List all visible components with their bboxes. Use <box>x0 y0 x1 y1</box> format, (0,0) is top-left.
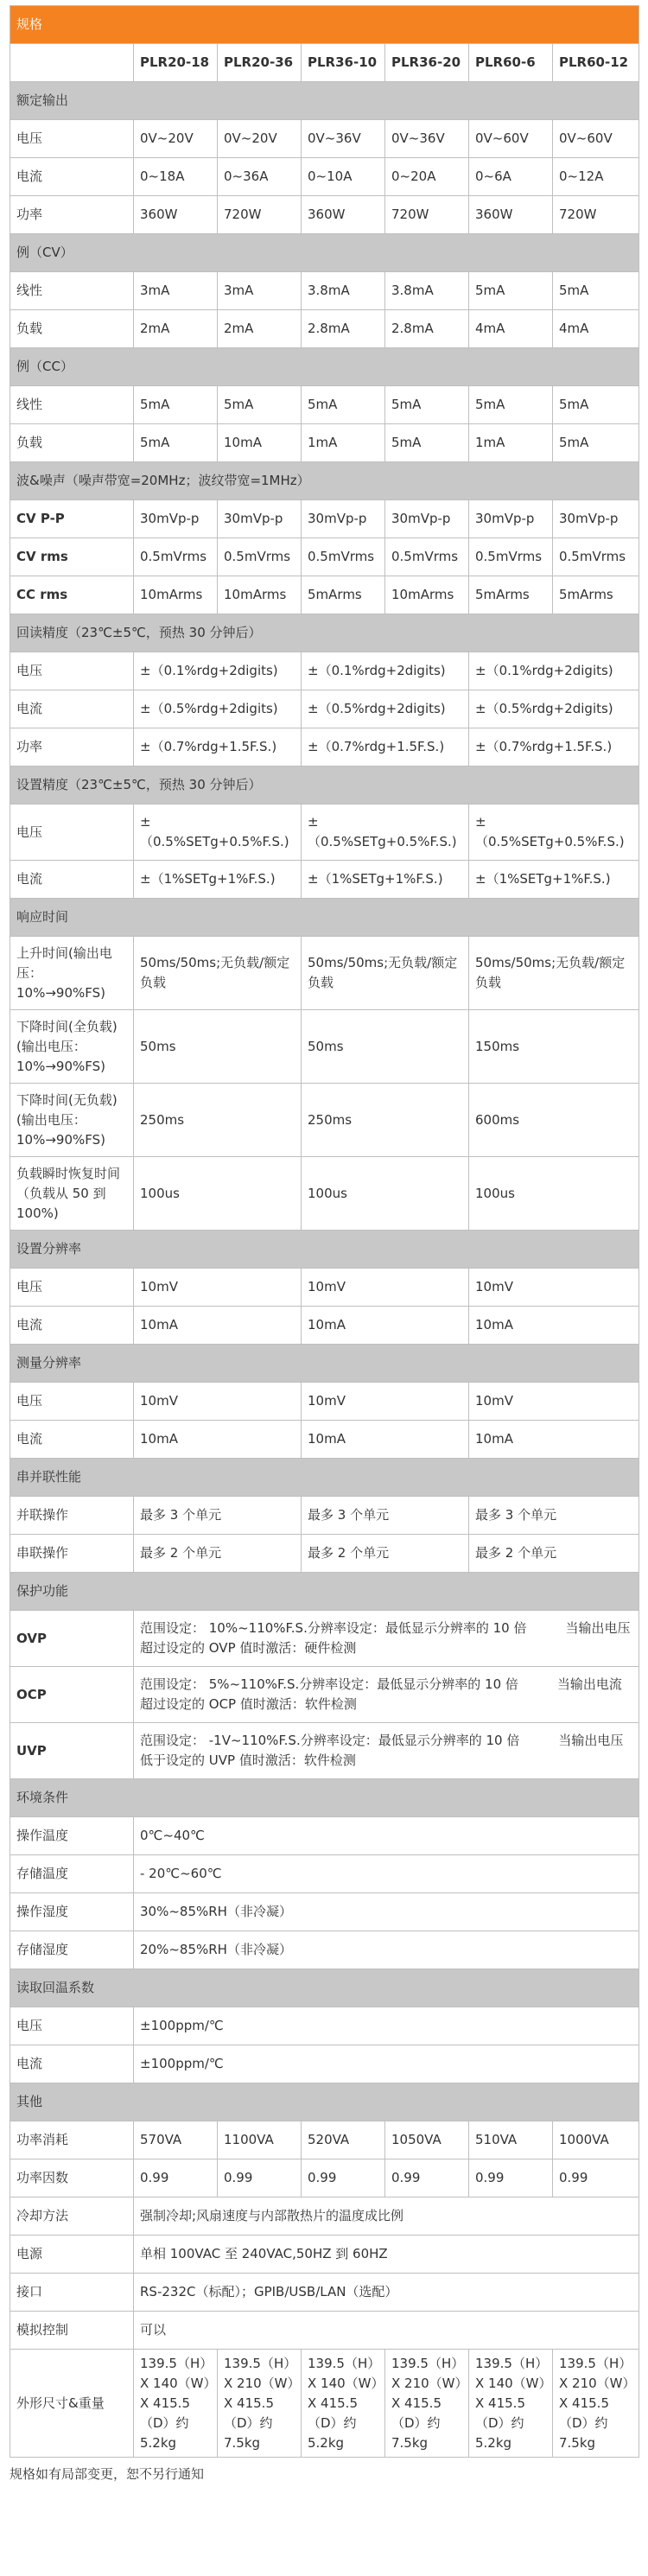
row-label: 负载瞬时恢复时间（负载从 50 到 100%) <box>10 1157 134 1231</box>
section-row <box>10 766 639 805</box>
table-row <box>10 576 639 614</box>
section-row <box>10 234 639 272</box>
row-label: OVP <box>10 1611 134 1667</box>
row-label: 电流 <box>10 2045 134 2083</box>
cell-value: 0.99 <box>469 2159 553 2198</box>
row-label: 电流 <box>10 1421 134 1459</box>
table-row <box>10 2312 639 2350</box>
cell-value: 570VA <box>134 2121 218 2159</box>
cell-value: 范围设定： 5%~110%F.S.分辨率设定：最低显示分辨率的 10 倍 当输出电流超过设定的 OCP 值时激活：软件检测 <box>134 1667 639 1723</box>
cell-value: 0℃~40℃ <box>134 1817 639 1855</box>
model-header: PLR20-18 <box>134 44 218 82</box>
row-label: OCP <box>10 1667 134 1723</box>
cell-value: 0~12A <box>553 158 639 196</box>
cell-value: 10mV <box>134 1269 302 1307</box>
table-row <box>10 1667 639 1723</box>
cell-value: 10mArms <box>218 576 302 614</box>
section-title: 保护功能 <box>10 1573 639 1611</box>
cell-value: 10mA <box>469 1421 639 1459</box>
cell-value: 3mA <box>134 272 218 310</box>
cell-value: 10mV <box>469 1383 639 1421</box>
cell-value: 600ms <box>469 1084 639 1157</box>
row-label: 电流 <box>10 158 134 196</box>
section-row <box>10 348 639 386</box>
model-header: PLR20-36 <box>218 44 302 82</box>
table-row <box>10 1535 639 1573</box>
cell-value: 50ms <box>134 1010 302 1084</box>
cell-value: 150ms <box>469 1010 639 1084</box>
table-row <box>10 2159 639 2198</box>
cell-value: 10mA <box>134 1307 302 1345</box>
cell-value: 0~6A <box>469 158 553 196</box>
cell-value: 4mA <box>553 310 639 348</box>
cell-value: 50ms/50ms;无负载/额定负载 <box>134 937 302 1010</box>
row-label: 外形尺寸&重量 <box>10 2350 134 2458</box>
cell-value: 1000VA <box>553 2121 639 2159</box>
table-row <box>10 1269 639 1307</box>
cell-value: 范围设定： 10%~110%F.S.分辨率设定：最低显示分辨率的 10 倍 当输出电压超过设定的 OVP 值时激活：硬件检测 <box>134 1611 639 1667</box>
cell-value: 5mA <box>553 272 639 310</box>
cell-value: ±（0.1%rdg+2digits) <box>302 652 469 690</box>
cell-value: 0.5mVrms <box>553 538 639 576</box>
cell-value: 0.5mVrms <box>218 538 302 576</box>
section-title: 设置精度（23℃±5℃，预热 30 分钟后） <box>10 766 639 805</box>
row-label: 功率因数 <box>10 2159 134 2198</box>
cell-value: ±（0.5%rdg+2digits) <box>302 690 469 728</box>
cell-value: 360W <box>469 196 553 234</box>
cell-value: 100us <box>302 1157 469 1231</box>
cell-value: 0.99 <box>218 2159 302 2198</box>
cell-value: 5mArms <box>553 576 639 614</box>
table-row <box>10 652 639 690</box>
cell-value: 5mA <box>218 386 302 424</box>
section-title: 例（CV） <box>10 234 639 272</box>
row-label: 功率 <box>10 196 134 234</box>
spec-table-body <box>10 6 639 2458</box>
table-row <box>10 272 639 310</box>
cell-value: 510VA <box>469 2121 553 2159</box>
section-title: 响应时间 <box>10 899 639 937</box>
section-row <box>10 1459 639 1497</box>
cell-value: 1050VA <box>385 2121 469 2159</box>
cell-value: 30mVp-p <box>218 500 302 538</box>
section-row <box>10 1573 639 1611</box>
model-header: PLR60-6 <box>469 44 553 82</box>
row-label: 存储湿度 <box>10 1931 134 1969</box>
cell-value: 10mV <box>302 1383 469 1421</box>
table-row <box>10 1817 639 1855</box>
cell-value: 0.99 <box>302 2159 385 2198</box>
table-row <box>10 120 639 158</box>
cell-value: 最多 3 个单元 <box>469 1497 639 1535</box>
table-row <box>10 196 639 234</box>
cell-value: 30mVp-p <box>469 500 553 538</box>
table-row <box>10 2121 639 2159</box>
cell-value: 10mArms <box>385 576 469 614</box>
row-label: CC rms <box>10 576 134 614</box>
table-row <box>10 1383 639 1421</box>
table-row <box>10 310 639 348</box>
row-label: 操作湿度 <box>10 1893 134 1931</box>
row-label: 电压 <box>10 120 134 158</box>
row-label: 下降时间(全负载)(输出电压： 10%→90%FS) <box>10 1010 134 1084</box>
section-row <box>10 614 639 652</box>
table-row <box>10 1421 639 1459</box>
cell-value: 3.8mA <box>385 272 469 310</box>
table-row <box>10 386 639 424</box>
cell-value: 5mArms <box>302 576 385 614</box>
model-header: PLR36-10 <box>302 44 385 82</box>
table-row <box>10 2350 639 2458</box>
cell-value: ±100ppm/℃ <box>134 2045 639 2083</box>
cell-value: ±（0.1%rdg+2digits) <box>469 652 639 690</box>
cell-value: ±（0.7%rdg+1.5F.S.) <box>134 728 302 766</box>
cell-value: 1mA <box>302 424 385 462</box>
section-title: 读取回温系数 <box>10 1969 639 2007</box>
cell-value: 0V~20V <box>218 120 302 158</box>
table-row <box>10 1084 639 1157</box>
cell-value: 3.8mA <box>302 272 385 310</box>
spec-table <box>10 5 639 2458</box>
cell-value: 720W <box>553 196 639 234</box>
section-title: 额定输出 <box>10 82 639 120</box>
cell-value: ± （0.5%SETg+0.5%F.S.) <box>302 805 469 861</box>
cell-value: 0.5mVrms <box>385 538 469 576</box>
row-label: 电压 <box>10 1269 134 1307</box>
section-title: 回读精度（23℃±5℃，预热 30 分钟后） <box>10 614 639 652</box>
cell-value: ±100ppm/℃ <box>134 2007 639 2045</box>
cell-value: 0V~60V <box>469 120 553 158</box>
cell-value: 2mA <box>134 310 218 348</box>
cell-value: ±（1%SETg+1%F.S.) <box>469 861 639 899</box>
cell-value: 5mA <box>134 424 218 462</box>
cell-value: 5mArms <box>469 576 553 614</box>
cell-value: 30mVp-p <box>134 500 218 538</box>
cell-value: 250ms <box>134 1084 302 1157</box>
cell-value: ± （0.5%SETg+0.5%F.S.) <box>469 805 639 861</box>
table-row <box>10 861 639 899</box>
cell-value: 单相 100VAC 至 240VAC,50HZ 到 60HZ <box>134 2236 639 2274</box>
row-label: 功率消耗 <box>10 2121 134 2159</box>
section-row <box>10 462 639 500</box>
cell-value: RS-232C（标配）；GPIB/USB/LAN（选配） <box>134 2274 639 2312</box>
cell-value: 0.5mVrms <box>302 538 385 576</box>
row-label: 模拟控制 <box>10 2312 134 2350</box>
row-label: 电压 <box>10 1383 134 1421</box>
row-label: 线性 <box>10 386 134 424</box>
cell-value: 100us <box>134 1157 302 1231</box>
cell-value: 10mV <box>302 1269 469 1307</box>
row-label: CV P-P <box>10 500 134 538</box>
cell-value: 1mA <box>469 424 553 462</box>
cell-value: 0V~36V <box>302 120 385 158</box>
cell-value: - 20℃~60℃ <box>134 1855 639 1893</box>
cell-value: 0.5mVrms <box>469 538 553 576</box>
section-title: 例（CC） <box>10 348 639 386</box>
row-label: 线性 <box>10 272 134 310</box>
cell-value: 2.8mA <box>385 310 469 348</box>
cell-value: 139.5（H）X 210（W）X 415.5（D）约 7.5kg <box>218 2350 302 2458</box>
cell-value: 2mA <box>218 310 302 348</box>
cell-value: 0~10A <box>302 158 385 196</box>
cell-value: 10mA <box>469 1307 639 1345</box>
cell-value: 5mA <box>385 386 469 424</box>
table-row <box>10 805 639 861</box>
table-title-row <box>10 6 639 44</box>
section-title: 波&噪声（噪声带宽=20MHz；波纹带宽=1MHz） <box>10 462 639 500</box>
cell-value: 5mA <box>553 386 639 424</box>
row-label: CV rms <box>10 538 134 576</box>
table-row <box>10 158 639 196</box>
cell-value: 2.8mA <box>302 310 385 348</box>
cell-value: ±（1%SETg+1%F.S.) <box>302 861 469 899</box>
cell-value: 30%~85%RH（非冷凝） <box>134 1893 639 1931</box>
cell-value: 1100VA <box>218 2121 302 2159</box>
table-row <box>10 728 639 766</box>
cell-value: ± （0.5%SETg+0.5%F.S.) <box>134 805 302 861</box>
cell-value: 强制冷却;风扇速度与内部散热片的温度成比例 <box>134 2198 639 2236</box>
cell-value: 范围设定： -1V~110%F.S.分辨率设定：最低显示分辨率的 10 倍 当输出电压低于设定的 UVP 值时激活：软件检测 <box>134 1723 639 1779</box>
section-title: 其他 <box>10 2083 639 2121</box>
row-label: 电流 <box>10 1307 134 1345</box>
cell-value: ±（0.1%rdg+2digits) <box>134 652 302 690</box>
table-row <box>10 1611 639 1667</box>
model-header-row <box>10 44 639 82</box>
cell-value: 360W <box>134 196 218 234</box>
cell-value: 最多 3 个单元 <box>302 1497 469 1535</box>
table-row <box>10 1723 639 1779</box>
table-row <box>10 1157 639 1231</box>
cell-value: 100us <box>469 1157 639 1231</box>
section-title: 串并联性能 <box>10 1459 639 1497</box>
cell-value: 360W <box>302 196 385 234</box>
table-title: 规格 <box>10 6 639 44</box>
cell-value: 10mA <box>302 1307 469 1345</box>
table-row <box>10 690 639 728</box>
cell-value: 0V~60V <box>553 120 639 158</box>
table-row <box>10 1931 639 1969</box>
table-row <box>10 1893 639 1931</box>
row-label: 操作温度 <box>10 1817 134 1855</box>
row-label: 并联操作 <box>10 1497 134 1535</box>
cell-value: 0V~20V <box>134 120 218 158</box>
cell-value: 139.5（H）X 140（W）X 415.5（D）约 5.2kg <box>469 2350 553 2458</box>
cell-value: 5mA <box>553 424 639 462</box>
table-row <box>10 500 639 538</box>
cell-value: 10mA <box>302 1421 469 1459</box>
cell-value: 139.5（H）X 210（W）X 415.5（D）约 7.5kg <box>553 2350 639 2458</box>
cell-value: 139.5（H）X 140（W）X 415.5（D）约 5.2kg <box>302 2350 385 2458</box>
cell-value: ±（1%SETg+1%F.S.) <box>134 861 302 899</box>
cell-value: 0.99 <box>385 2159 469 2198</box>
cell-value: 0~36A <box>218 158 302 196</box>
cell-value: 最多 3 个单元 <box>134 1497 302 1535</box>
table-row <box>10 2007 639 2045</box>
cell-value: 最多 2 个单元 <box>302 1535 469 1573</box>
section-row <box>10 1345 639 1383</box>
section-title: 测量分辨率 <box>10 1345 639 1383</box>
row-label: 存储温度 <box>10 1855 134 1893</box>
cell-value: 0.5mVrms <box>134 538 218 576</box>
table-row <box>10 2045 639 2083</box>
table-row <box>10 1855 639 1893</box>
cell-value: 520VA <box>302 2121 385 2159</box>
section-title: 环境条件 <box>10 1779 639 1817</box>
cell-value: 50ms/50ms;无负载/额定负载 <box>469 937 639 1010</box>
row-label: 上升时间(输出电压： 10%→90%FS) <box>10 937 134 1010</box>
cell-value: 10mA <box>218 424 302 462</box>
table-row <box>10 1010 639 1084</box>
cell-value: 5mA <box>302 386 385 424</box>
cell-value: ±（0.7%rdg+1.5F.S.) <box>302 728 469 766</box>
section-row <box>10 1779 639 1817</box>
row-label: 串联操作 <box>10 1535 134 1573</box>
table-row <box>10 424 639 462</box>
row-label: 电流 <box>10 861 134 899</box>
cell-value: 0.99 <box>553 2159 639 2198</box>
table-row <box>10 1307 639 1345</box>
row-label: UVP <box>10 1723 134 1779</box>
cell-value: 139.5（H）X 140（W）X 415.5（D）约 5.2kg <box>134 2350 218 2458</box>
row-label: 下降时间(无负载)(输出电压： 10%→90%FS) <box>10 1084 134 1157</box>
cell-value: 720W <box>385 196 469 234</box>
row-label: 冷却方法 <box>10 2198 134 2236</box>
cell-value: ±（0.5%rdg+2digits) <box>469 690 639 728</box>
cell-value: 250ms <box>302 1084 469 1157</box>
cell-value: 5mA <box>134 386 218 424</box>
cell-value: 可以 <box>134 2312 639 2350</box>
cell-value: 5mA <box>469 272 553 310</box>
cell-value: 30mVp-p <box>385 500 469 538</box>
row-label: 电压 <box>10 2007 134 2045</box>
table-row <box>10 538 639 576</box>
cell-value: 最多 2 个单元 <box>134 1535 302 1573</box>
cell-value: 10mV <box>134 1383 302 1421</box>
cell-value: 10mV <box>469 1269 639 1307</box>
section-row <box>10 899 639 937</box>
row-label: 电源 <box>10 2236 134 2274</box>
cell-value: 139.5（H）X 210（W）X 415.5（D）约 7.5kg <box>385 2350 469 2458</box>
row-label: 电流 <box>10 690 134 728</box>
cell-value: 30mVp-p <box>302 500 385 538</box>
table-row <box>10 2274 639 2312</box>
section-row <box>10 2083 639 2121</box>
model-header: PLR60-12 <box>553 44 639 82</box>
cell-value: 最多 2 个单元 <box>469 1535 639 1573</box>
cell-value: 5mA <box>385 424 469 462</box>
cell-value: 10mA <box>134 1421 302 1459</box>
row-label: 负载 <box>10 310 134 348</box>
cell-value: 3mA <box>218 272 302 310</box>
table-row <box>10 937 639 1010</box>
cell-value: 0.99 <box>134 2159 218 2198</box>
section-title: 设置分辨率 <box>10 1231 639 1269</box>
cell-value: 50ms/50ms;无负载/额定负载 <box>302 937 469 1010</box>
row-label: 电压 <box>10 805 134 861</box>
cell-value: 10mArms <box>134 576 218 614</box>
cell-value: 0V~36V <box>385 120 469 158</box>
section-row <box>10 82 639 120</box>
row-label: 功率 <box>10 728 134 766</box>
row-label: 接口 <box>10 2274 134 2312</box>
cell-value: ±（0.5%rdg+2digits) <box>134 690 302 728</box>
cell-value: 0~18A <box>134 158 218 196</box>
section-row <box>10 1231 639 1269</box>
cell-value: 720W <box>218 196 302 234</box>
table-row <box>10 1497 639 1535</box>
cell-value: 30mVp-p <box>553 500 639 538</box>
table-row <box>10 2198 639 2236</box>
cell-value: 0~20A <box>385 158 469 196</box>
row-label: 负载 <box>10 424 134 462</box>
section-row <box>10 1969 639 2007</box>
cell-value: ±（0.7%rdg+1.5F.S.) <box>469 728 639 766</box>
model-header: PLR36-20 <box>385 44 469 82</box>
table-row <box>10 2236 639 2274</box>
cell-value: 5mA <box>469 386 553 424</box>
cell-value: 4mA <box>469 310 553 348</box>
row-label: 电压 <box>10 652 134 690</box>
cell-value: 50ms <box>302 1010 469 1084</box>
footnote: 规格如有局部变更，恕不另行通知 <box>10 2466 205 2482</box>
header-blank-cell <box>10 44 134 82</box>
cell-value: 20%~85%RH（非冷凝） <box>134 1931 639 1969</box>
